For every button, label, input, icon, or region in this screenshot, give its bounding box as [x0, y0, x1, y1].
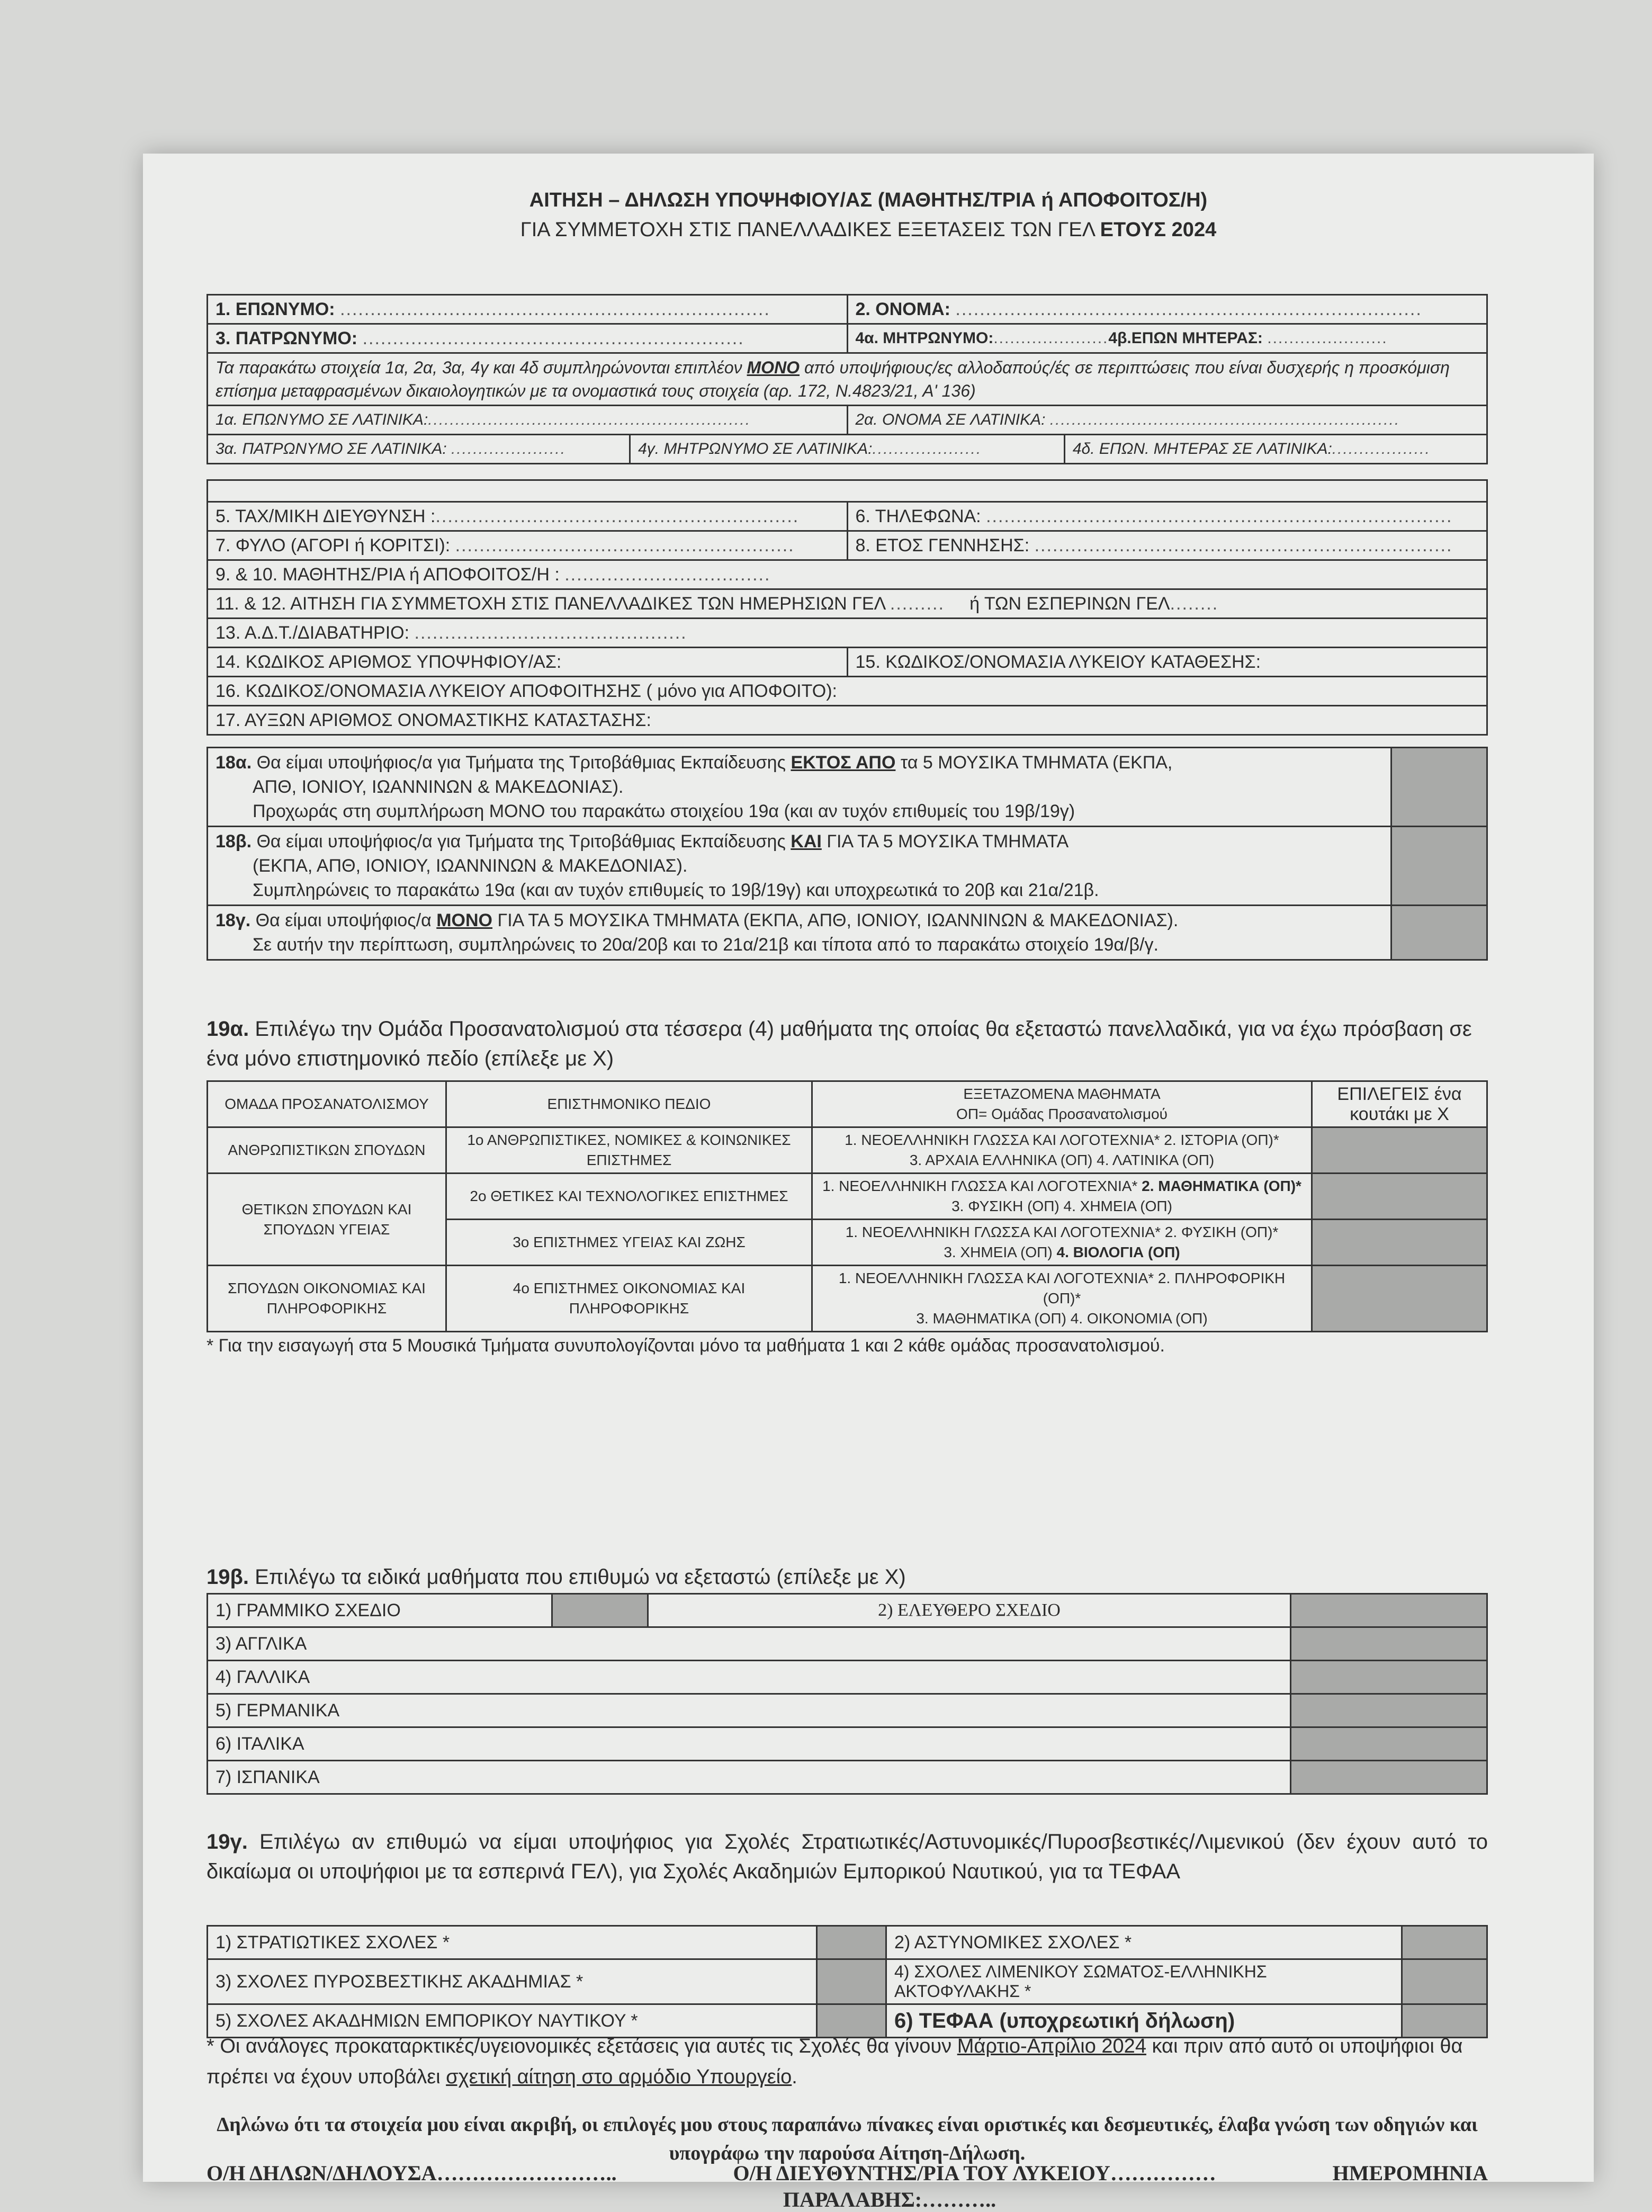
option-18b-checkbox[interactable] [1391, 827, 1487, 906]
candidate-code-label: 14. ΚΩΔΙΚΟΣ ΑΡΙΘΜΟΣ ΥΠΟΨΗΦΙΟΥ/ΑΣ: [216, 651, 562, 672]
contact-details-table [206, 479, 1488, 736]
col-select: ΕΠΙΛΕΓΕΙΣ ένα κουτάκι με Χ [1312, 1081, 1487, 1127]
option-18a-checkbox[interactable] [1391, 748, 1487, 827]
section-19g-note [206, 2031, 1488, 2092]
courses-field-2-line-1: 1. ΝΕΟΕΛΛΗΝΙΚΗ ΓΛΩΣΣΑ ΚΑΙ ΛΟΓΟΤΕΧΝΙΑ* [822, 1178, 1138, 1194]
option-18b-label: 18β. [216, 831, 252, 852]
firstname-field[interactable] [847, 295, 1487, 324]
section-19g-text: Επιλέγω αν επιθυμώ να είμαι υποψήφιος για Σχολές Στρατιωτικές/Αστυνομικές/Πυροσβεστικές/Λιμενικού (δεν έχουν αυτό το δικαίωμα οι υποψήφιοι με τα εσπερινά ΓΕΛ), για Σχολές Ακαδημιών Εμπορικού Ναυτικού, για τα ΤΕΦΑΑ [206, 1830, 1488, 1883]
student-graduate-dots: .................................. [564, 564, 771, 585]
candidate-code-field[interactable] [208, 648, 848, 677]
note-application: σχετική αίτηση στο αρμόδιο Υπουργείο [446, 2066, 792, 2088]
option-18c-checkbox[interactable] [1391, 906, 1487, 960]
day-school-dots: ......... [890, 593, 945, 614]
phone-label: 6. ΤΗΛΕΦΩΝΑ: [855, 506, 981, 526]
field-4-checkbox[interactable] [1312, 1266, 1487, 1332]
group-humanities: ΑΝΘΡΩΠΙΣΤΙΚΩΝ ΣΠΟΥΔΩΝ [208, 1127, 446, 1174]
field-1: 1ο ΑΝΘΡΩΠΙΣΤΙΚΕΣ, ΝΟΜΙΚΕΣ & ΚΟΙΝΩΝΙΚΕΣ ΕΠΙΣΤΗΜΕΣ [446, 1127, 812, 1174]
declarant-signature[interactable]: Ο/Η ΔΗΛΩΝ/ΔΗΛΟΥΣΑ…………………….. [206, 2161, 617, 2185]
school-fire-checkbox[interactable] [817, 1959, 886, 2004]
section-19g-intro [206, 1827, 1488, 1886]
section-19a-label: 19α. [206, 1017, 249, 1041]
section-19g-label: 19γ. [206, 1830, 248, 1853]
note-text-2: και πριν από αυτό οι υποψήφιοι θα πρέπει να έχουν υποβάλει [206, 2035, 1463, 2088]
special-course-6: 6) ΙΤΑΛΙΚΑ [208, 1727, 1291, 1761]
declaration-text: Δηλώνω ότι τα στοιχεία μου είναι ακριβή, οι επιλογές μου στους παραπάνω πίνακες είναι οριστικές και δεσμευτικές, έλαβα γνώση των οδηγιών και υπογράφω την παρούσα Αίτηση-Δήλωση. [217, 2114, 1478, 2164]
mother-surname-dots: ...................... [1267, 329, 1388, 347]
courses-field-1-line-1: 1. ΝΕΟΕΛΛΗΝΙΚΗ ΓΛΩΣΣΑ ΚΑΙ ΛΟΓΟΤΕΧΝΙΑ* 2. ΙΣΤΟΡΙΑ (ΟΠ)* [845, 1132, 1279, 1148]
option-18a-text-2: τα 5 ΜΟΥΣΙΚΑ ΤΜΗΜΑΤΑ (ΕΚΠΑ, [900, 753, 1173, 773]
evening-school-label: ή ΤΩΝ ΕΣΠΕΡΙΝΩΝ ΓΕΛ [969, 593, 1170, 614]
field-2: 2ο ΘΕΤΙΚΕΣ ΚΑΙ ΤΕΧΝΟΛΟΓΙΚΕΣ ΕΠΙΣΤΗΜΕΣ [446, 1174, 812, 1220]
phone-dots: ............................................................................. [986, 506, 1453, 526]
col-courses-subtitle: ΟΠ= Ομάδας Προσανατολισμού [956, 1106, 1168, 1122]
courses-field-3 [812, 1220, 1312, 1266]
principal-signature[interactable]: Ο/Η ΔΙΕΥΘΥΝΤΗΣ/ΡΙΑ ΤΟΥ ΛΥΚΕΙΟΥ…………… [733, 2161, 1216, 2185]
firstname-latin-dots: ................................................................ [1049, 411, 1400, 428]
option-18a-except: ΕΚΤΟΣ ΑΠΟ [791, 753, 896, 773]
school-type-label: 11. & 12. ΑΙΤΗΣΗ ΓΙΑ ΣΥΜΜΕΤΟΧΗ ΣΤΙΣ ΠΑΝΕΛΛΑΔΙΚΕΣ ΤΩΝ ΗΜΕΡΗΣΙΩΝ ΓΕΛ [216, 593, 885, 614]
title-line-2-text: ΓΙΑ ΣΥΜΜΕΤΟΧΗ ΣΤΙΣ ΠΑΝΕΛΛΑΔΙΚΕΣ ΕΞΕΤΑΣΕΙΣ ΤΩΝ ΓΕΛ [520, 219, 1095, 241]
latin-names-row [208, 435, 1487, 464]
mothername-latin-label: 4γ. ΜΗΤΡΩΝΥΜΟ ΣΕ ΛΑΤΙΝΙΚΑ: [638, 440, 873, 458]
signature-row [206, 2161, 1488, 2186]
note-part-b: από υποψήφιους/ες αλλοδαπούς/ές σε περιπτώσεις που είναι δυσχερής η προσκόμιση επίσημα μεταφρασμένων δικαιολογητικών με τα ονομαστικά τους στοιχεία (αρ. 172, Ν.4823/21, Α' 136) [216, 358, 1450, 400]
section-19b-intro [206, 1562, 1488, 1592]
surname-latin-dots: ........................................................... [428, 411, 751, 428]
option-18b-text-1: Θα είμαι υποψήφιος/α για Τμήματα της Τριτοβάθμιας Εκπαίδευσης [256, 831, 786, 852]
mothername-field[interactable] [847, 324, 1487, 353]
personal-details-table [206, 294, 1488, 464]
mother-surname-latin-label: 4δ. ΕΠΩΝ. ΜΗΤΕΡΑΣ ΣΕ ΛΑΤΙΝΙΚΑ: [1072, 440, 1332, 458]
option-18b-and: ΚΑΙ [791, 831, 822, 852]
fathername-latin-field[interactable] [208, 435, 630, 463]
fathername-dots: ............................................................... [362, 328, 744, 348]
courses-field-2 [812, 1174, 1312, 1220]
school-type-field[interactable] [208, 589, 1487, 619]
field-3-checkbox[interactable] [1312, 1220, 1487, 1266]
fathername-label: 3. ΠΑΤΡΩΝΥΜΟ: [216, 328, 358, 348]
mothername-label: 4α. ΜΗΤΡΩΝΥΜΟ: [855, 329, 994, 347]
courses-field-1-line-2: 3. ΑΡΧΑΙΑ ΕΛΛΗΝΙΚΑ (ΟΠ) 4. ΛΑΤΙΝΙΚΑ (ΟΠ) [909, 1152, 1215, 1168]
gender-label: 7. ΦΥΛΟ (ΑΓΟΡΙ ή ΚΟΡΙΤΣΙ): [216, 535, 451, 556]
special-course-3-checkbox[interactable] [1291, 1627, 1487, 1661]
title-line-1: ΑΙΤΗΣΗ – ΔΗΛΩΣΗ ΥΠΟΨΗΦΙΟΥ/ΑΣ (ΜΑΘΗΤΗΣ/ΤΡΙΑ ή ΑΠΟΦΟΙΤΟΣ/Η) [529, 189, 1208, 211]
school-coastguard: 4) ΣΧΟΛΕΣ ΛΙΜΕΝΙΚΟΥ ΣΩΜΑΤΟΣ-ΕΛΛΗΝΙΚΗΣ ΑΚΤΟΦΥΛΑΚΗΣ * [886, 1959, 1402, 2004]
mother-surname-latin-field[interactable] [1064, 435, 1486, 463]
surname-label: 1. ΕΠΩΝΥΜΟ: [216, 299, 335, 319]
special-course-4-checkbox[interactable] [1291, 1661, 1487, 1694]
section-19a-text: Επιλέγω την Ομάδα Προσανατολισμού στα τέσσερα (4) μαθήματα της οποίας θα εξεταστώ πανελλαδικά, για να έχω πρόσβαση σε ένα μόνο επιστημονικό πεδίο (επίλεξε με Χ) [206, 1017, 1472, 1070]
section-19a-table [206, 1080, 1488, 1356]
note-text-3: . [792, 2066, 797, 2088]
section-18-table [206, 747, 1488, 961]
mother-surname-latin-dots: .................. [1332, 440, 1431, 458]
col-courses-title: ΕΞΕΤΑΖΟΜΕΝΑ ΜΑΘΗΜΑΤΑ [963, 1086, 1161, 1102]
option-18a-text-1: Θα είμαι υποψήφιος/α για Τμήματα της Τριτοβάθμιας Εκπαίδευσης [256, 753, 786, 773]
registry-number-field[interactable] [208, 706, 1487, 735]
school-police-checkbox[interactable] [1402, 1926, 1487, 1959]
special-course-7-checkbox[interactable] [1291, 1761, 1487, 1794]
col-field: ΕΠΙΣΤΗΜΟΝΙΚΟ ΠΕΔΙΟ [446, 1081, 812, 1127]
birth-year-dots: ..................................................................... [1034, 535, 1453, 556]
mother-surname-label: 4β.ΕΠΩΝ ΜΗΤΕΡΑΣ: [1108, 329, 1263, 347]
special-course-2-checkbox[interactable] [1291, 1594, 1487, 1627]
option-18c-label: 18γ. [216, 910, 251, 930]
note-part-a: Τα παρακάτω στοιχεία 1α, 2α, 3α, 4γ και 4δ συμπληρώνονται επιπλέον [216, 358, 742, 377]
option-18c-only: ΜΟΝΟ [436, 910, 493, 930]
note-text-1: * Οι ανάλογες προκαταρκτικές/υγειονομικές εξετάσεις για αυτές τις Σχολές θα γίνουν [206, 2035, 952, 2057]
special-course-6-checkbox[interactable] [1291, 1727, 1487, 1761]
option-18b-text-4: Συμπληρώνεις το παρακάτω 19α (και αν τυχόν επιθυμείς το 19β/19γ) και υποχρεωτικά το 20β και 21α/21β. [253, 880, 1099, 900]
school-fire: 3) ΣΧΟΛΕΣ ΠΥΡΟΣΒΕΣΤΙΚΗΣ ΑΚΑΔΗΜΙΑΣ * [208, 1959, 817, 2004]
courses-field-3-biology: 4. ΒΙΟΛΟΓΙΑ (ΟΠ) [1056, 1244, 1180, 1260]
school-merchant-navy: 5) ΣΧΟΛΕΣ ΑΚΑΔΗΜΙΩΝ ΕΜΠΟΡΙΚΟΥ ΝΑΥΤΙΚΟΥ * [208, 2004, 817, 2038]
gender-field[interactable] [208, 531, 848, 560]
address-label: 5. ΤΑΧ/ΜΙΚΗ ΔΙΕΥΘΥΝΣΗ : [216, 506, 436, 526]
special-course-5: 5) ΓΕΡΜΑΝΙΚΑ [208, 1694, 1291, 1727]
registry-number-label: 17. ΑΥΞΩΝ ΑΡΙΘΜΟΣ ΟΝΟΜΑΣΤΙΚΗΣ ΚΑΤΑΣΤΑΣΗΣ: [216, 710, 651, 730]
col-group: ΟΜΑΔΑ ΠΡΟΣΑΝΑΤΟΛΙΣΜΟΥ [208, 1081, 446, 1127]
note-dates: Μάρτιο-Απρίλιο 2024 [957, 2035, 1146, 2057]
option-18c-text-1: Θα είμαι υποψήφιος/α [255, 910, 432, 930]
title-year: ΕΤΟΥΣ 2024 [1100, 219, 1217, 241]
option-18a [208, 748, 1391, 827]
birth-year-label: 8. ΕΤΟΣ ΓΕΝΝΗΣΗΣ: [855, 535, 1030, 556]
special-course-4: 4) ΓΑΛΛΙΚΑ [208, 1661, 1291, 1694]
school-police: 2) ΑΣΤΥΝΟΜΙΚΕΣ ΣΧΟΛΕΣ * [886, 1926, 1402, 1959]
special-course-1: 1) ΓΡΑΜΜΙΚΟ ΣΧΕΔΙΟ [208, 1594, 552, 1627]
note-mono: ΜΟΝΟ [747, 358, 800, 377]
special-course-3: 3) ΑΓΓΛΙΚΑ [208, 1627, 1291, 1661]
special-course-2: 2) ΕΛΕΥΘΕΡΟ ΣΧΕΔΙΟ [648, 1594, 1291, 1627]
school-coastguard-checkbox[interactable] [1402, 1959, 1487, 2004]
firstname-dots: ............................................................................. [955, 299, 1422, 319]
option-18c [208, 906, 1391, 960]
field-2-checkbox[interactable] [1312, 1174, 1487, 1220]
option-18c-text-3: Σε αυτήν την περίπτωση, συμπληρώνεις το 20α/20β και το 21α/21β και τίποτα από το παρακάτω στοιχείο 19α/β/γ. [253, 935, 1159, 955]
option-18b-text-2: ΓΙΑ ΤΑ 5 ΜΟΥΣΙΚΑ ΤΜΗΜΑΤΑ [827, 831, 1069, 852]
firstname-latin-field[interactable] [847, 406, 1487, 435]
form-title [143, 185, 1594, 245]
surname-dots: ....................................................................... [340, 299, 770, 319]
submission-school-label: 15. ΚΩΔΙΚΟΣ/ΟΝΟΜΑΣΙΑ ΛΥΚΕΙΟΥ ΚΑΤΑΘΕΣΗΣ: [855, 651, 1261, 672]
gender-dots: ........................................................ [455, 535, 795, 556]
courses-field-4 [812, 1266, 1312, 1332]
section-19g-table [206, 1925, 1488, 2038]
option-18b-text-3: (ΕΚΠΑ, ΑΠΘ, ΙΟΝΙΟΥ, ΙΩΑΝΝΙΝΩΝ & ΜΑΚΕΔΟΝΙΑΣ). [253, 856, 688, 876]
fathername-latin-dots: ..................... [451, 440, 567, 458]
foreign-candidates-note [208, 353, 1487, 406]
option-18a-text-4: Προχωράς στη συμπλήρωση ΜΟΝΟ του παρακάτω στοιχείου 19α (και αν τυχόν επιθυμείς του 19β/19γ) [253, 801, 1075, 821]
courses-field-3-line-1: 1. ΝΕΟΕΛΛΗΝΙΚΗ ΓΛΩΣΣΑ ΚΑΙ ΛΟΓΟΤΕΧΝΙΑ* 2. ΦΥΣΙΚΗ (ΟΠ)* [845, 1224, 1279, 1240]
section-19b-label: 19β. [206, 1565, 249, 1589]
submission-school-field[interactable] [847, 648, 1487, 677]
surname-field[interactable] [208, 295, 848, 324]
fathername-field[interactable] [208, 324, 848, 353]
option-18b [208, 827, 1391, 906]
school-military: 1) ΣΤΡΑΤΙΩΤΙΚΕΣ ΣΧΟΛΕΣ * [208, 1926, 817, 1959]
id-passport-field[interactable] [208, 619, 1487, 648]
spacer-row [208, 480, 1487, 502]
courses-field-4-line-2: 3. ΜΑΘΗΜΑΤΙΚΑ (ΟΠ) 4. ΟΙΚΟΝΟΜΙΑ (ΟΠ) [916, 1310, 1208, 1327]
mothername-dots: ..................... [993, 329, 1109, 347]
option-18c-text-2: ΓΙΑ ΤΑ 5 ΜΟΥΣΙΚΑ ΤΜΗΜΑΤΑ (ΕΚΠΑ, ΑΠΘ, ΙΟΝΙΟΥ, ΙΩΑΝΝΙΝΩΝ & ΜΑΚΕΔΟΝΙΑΣ). [497, 910, 1179, 930]
graduation-school-field[interactable] [208, 677, 1487, 706]
id-passport-label: 13. Α.Δ.Τ./ΔΙΑΒΑΤΗΡΙΟ: [216, 622, 410, 643]
section-19b-text: Επιλέγω τα ειδικά μαθήματα που επιθυμώ να εξεταστώ (επίλεξε με Χ) [255, 1565, 906, 1589]
id-passport-dots: ............................................. [414, 622, 687, 643]
school-military-checkbox[interactable] [817, 1926, 886, 1959]
date-label: ΗΜΕΡΟΜΗΝΙΑ [1332, 2161, 1488, 2185]
field-3: 3ο ΕΠΙΣΤΗΜΕΣ ΥΓΕΙΑΣ ΚΑΙ ΖΩΗΣ [446, 1220, 812, 1266]
section-19a-footnote: * Για την εισαγωγή στα 5 Μουσικά Τμήματα συνυπολογίζονται μόνο τα μαθήματα 1 και 2 κάθε ομάδας προσανατολισμού. [206, 1336, 1165, 1356]
group-sciences: ΘΕΤΙΚΩΝ ΣΠΟΥΔΩΝ ΚΑΙ ΣΠΟΥΔΩΝ ΥΓΕΙΑΣ [208, 1174, 446, 1266]
school-tefaa: 6) ΤΕΦΑΑ (υποχρεωτική δήλωση) [886, 2004, 1402, 2038]
birth-year-field[interactable] [847, 531, 1487, 560]
student-graduate-label: 9. & 10. ΜΑΘΗΤΗΣ/ΡΙΑ ή ΑΠΟΦΟΙΤΟΣ/Η : [216, 564, 560, 585]
col-courses [812, 1081, 1312, 1127]
surname-latin-label: 1α. ΕΠΩΝΥΜΟ ΣΕ ΛΑΤΙΝΙΚΑ: [216, 411, 428, 428]
courses-field-1 [812, 1127, 1312, 1174]
address-field[interactable] [208, 502, 848, 531]
fathername-latin-label: 3α. ΠΑΤΡΩΝΥΜΟ ΣΕ ΛΑΤΙΝΙΚΑ: [216, 440, 447, 458]
field-1-checkbox[interactable] [1312, 1127, 1487, 1174]
field-4: 4ο ΕΠΙΣΤΗΜΕΣ ΟΙΚΟΝΟΜΙΑΣ ΚΑΙ ΠΛΗΡΟΦΟΡΙΚΗΣ [446, 1266, 812, 1332]
address-dots: ............................................................ [435, 506, 800, 526]
evening-school-dots: ........ [1170, 593, 1219, 614]
mothername-latin-field[interactable] [630, 435, 1065, 463]
special-course-7: 7) ΙΣΠΑΝΙΚΑ [208, 1761, 1291, 1794]
section-19a-intro [206, 1014, 1488, 1073]
phone-field[interactable] [847, 502, 1487, 531]
courses-field-4-line-1: 1. ΝΕΟΕΛΛΗΝΙΚΗ ΓΛΩΣΣΑ ΚΑΙ ΛΟΓΟΤΕΧΝΙΑ* 2. ΠΛΗΡΟΦΟΡΙΚΗ (ΟΠ)* [838, 1270, 1286, 1306]
student-graduate-field[interactable] [208, 560, 1487, 589]
firstname-latin-label: 2α. ΟΝΟΜΑ ΣΕ ΛΑΤΙΝΙΚΑ: [855, 411, 1046, 428]
section-19b-table [206, 1593, 1488, 1795]
mothername-latin-dots: .................... [872, 440, 982, 458]
option-18a-label: 18α. [216, 753, 252, 773]
title-line-2 [143, 215, 1594, 245]
option-18a-text-3: ΑΠΘ, ΙΟΝΙΟΥ, ΙΩΑΝΝΙΝΩΝ & ΜΑΚΕΔΟΝΙΑΣ). [253, 777, 624, 797]
surname-latin-field[interactable] [208, 406, 848, 435]
graduation-school-label: 16. ΚΩΔΙΚΟΣ/ΟΝΟΜΑΣΙΑ ΛΥΚΕΙΟΥ ΑΠΟΦΟΙΤΗΣΗΣ ( μόνο για ΑΠΟΦΟΙΤΟ): [216, 680, 837, 701]
group-economics: ΣΠΟΥΔΩΝ ΟΙΚΟΝΟΜΙΑΣ ΚΑΙ ΠΛΗΡΟΦΟΡΙΚΗΣ [208, 1266, 446, 1332]
receipt-date[interactable]: ΠΑΡΑΛΑΒΗΣ:……….. [783, 2188, 996, 2211]
courses-field-2-math: 2. ΜΑΘΗΜΑΤΙΚΑ (ΟΠ)* [1142, 1178, 1301, 1194]
application-form-page [143, 154, 1594, 2211]
special-course-1-checkbox[interactable] [552, 1594, 648, 1627]
courses-field-2-line-2: 3. ΦΥΣΙΚΗ (ΟΠ) 4. ΧΗΜΕΙΑ (ΟΠ) [951, 1198, 1172, 1214]
courses-field-3-line-2: 3. ΧΗΜΕΙΑ (ΟΠ) [944, 1244, 1053, 1260]
firstname-label: 2. ΟΝΟΜΑ: [855, 299, 950, 319]
special-course-5-checkbox[interactable] [1291, 1694, 1487, 1727]
